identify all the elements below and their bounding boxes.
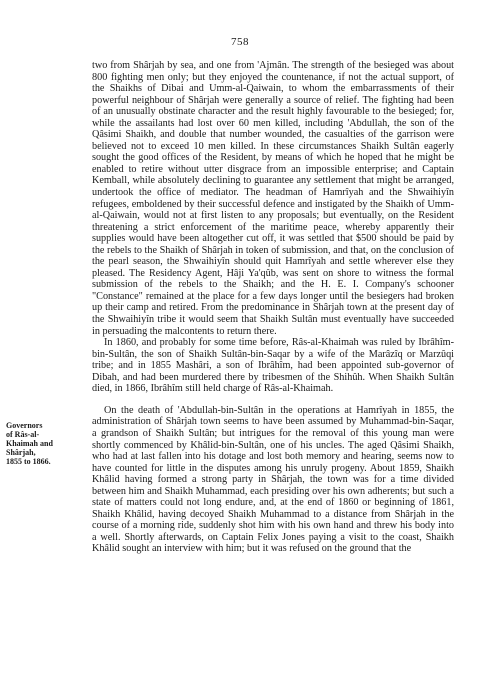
paragraph: In 1860, and probably for some time before, Râs-al-Khaimah was ruled by Ibrâhîm-bin-Sultân, the son of Shaikh Sultân-bin-Saqar by a wife of the Marâzîq or Marzûqi tribe; and in 1855 Mashâri, a son of Ibrâhîm, had been appointed sub-governor of Dibah, and had been murdered there by tribesmen of the Shihûh. When Shaikh Sultân died, in 1866, Ibrâhîm still held charge of Râs-al-Khaimah. [92,337,454,395]
page-number: 758 [231,36,249,48]
margin-note [6,421,88,466]
margin-note-line: 1855 to 1866. [6,457,51,466]
margin-note-line: of Râs-al- [6,430,40,439]
margin-note-line: Governors [6,421,43,430]
margin-note-line: Shârjah, [6,448,36,457]
paragraph: On the death of 'Abdullah-bin-Sultân in the operations at Hamrîyah in 1855, the administration of Shârjah town seems to have been assumed by Muhammad-bin-Saqar, a grandson of Shaikh Sultân; but intrigues for the removal of this young man were shortly commenced by Khâlid-bin-Sultân, one of his uncles. The aged Qâsimi Shaikh, who had at last fallen into his dotage and lost both memory and hearing, seems now to have counted for little in the disputes among his unruly progeny. About 1859, Shaikh Khâlid having formed a strong party in Shârjah, the town was for a time divided between him and Shaikh Muhammad, each presiding over his own adherents; but such a state of matters could not long endure, and, at the end of 1860 or beginning of 1861, Shaikh Khâlid, having decoyed Shaikh Muhammad to a distance from Shârjah in the course of a morning ride, suddenly shot him with his own hand and threw his body into a well. Shortly afterwards, on Captain Felix Jones paying a visit to the coast, Shaikh Khâlid sought an interview with him; but it was refused on the ground that the [92,404,454,555]
paragraph: two from Shârjah by sea, and one from 'Ajmân. The strength of the besieged was about 800 fighting men only; but they enjoyed the countenance, if not the actual support, of the Shaikhs of Dibai and Umm-al-Qaiwain, to whom the embarrassments of their powerful neighbour of Shârjah were generally a source of relief. The fighting had been of an unusually obstinate character and the result highly favourable to the besieged; for, while the assailants had lost over 60 men killed, including 'Abdullah, the son of the Qâsimi Shaikh, and double that number wounded, the casualties of the garrison were believed not to exceed 10 men killed. In these circumstances Shaikh Sultân eagerly sought the good offices of the Resident, by means of which he hoped that he might be enabled to retire without utter disgrace from an impossible enterprise; and Captain Kemball, while absolutely declining to guarantee any settlement that might be arranged, undertook the office of mediator. The headman of Hamrîyah and the Shwaihiyîn refugees, emboldened by their successful defence and instigated by the Shaikh of Umm-al-Qaiwain, would not at first listen to any proposals; but eventually, on the Resident threatening a strict enforcement of the maritime peace, whereby apparently their supplies would have been altogether cut off, it was settled that $500 should be paid by the rebels to the Shaikh of Shârjah in token of submission, and that, on the conclusion of the pearl season, the Shwaihiyîn should quit Hamrîyah and settle wherever else they pleased. The Residency Agent, Hâji Ya'qûb, was sent on shore to witness the formal submission of the rebels to the Shaikh; and the H. E. I. Company's schooner "Constance" remained at the place for a few days longer until the besiegers had broken up their camp and retired. From the predominance in Shârjah town at the present day of the Shwaihiyîn tribe it would seem that Shaikh Sultân must eventually have succeeded in persuading the malcontents to return there. [92,60,454,337]
body-text [92,60,454,555]
margin-note-line: Khaimah and [6,439,53,448]
